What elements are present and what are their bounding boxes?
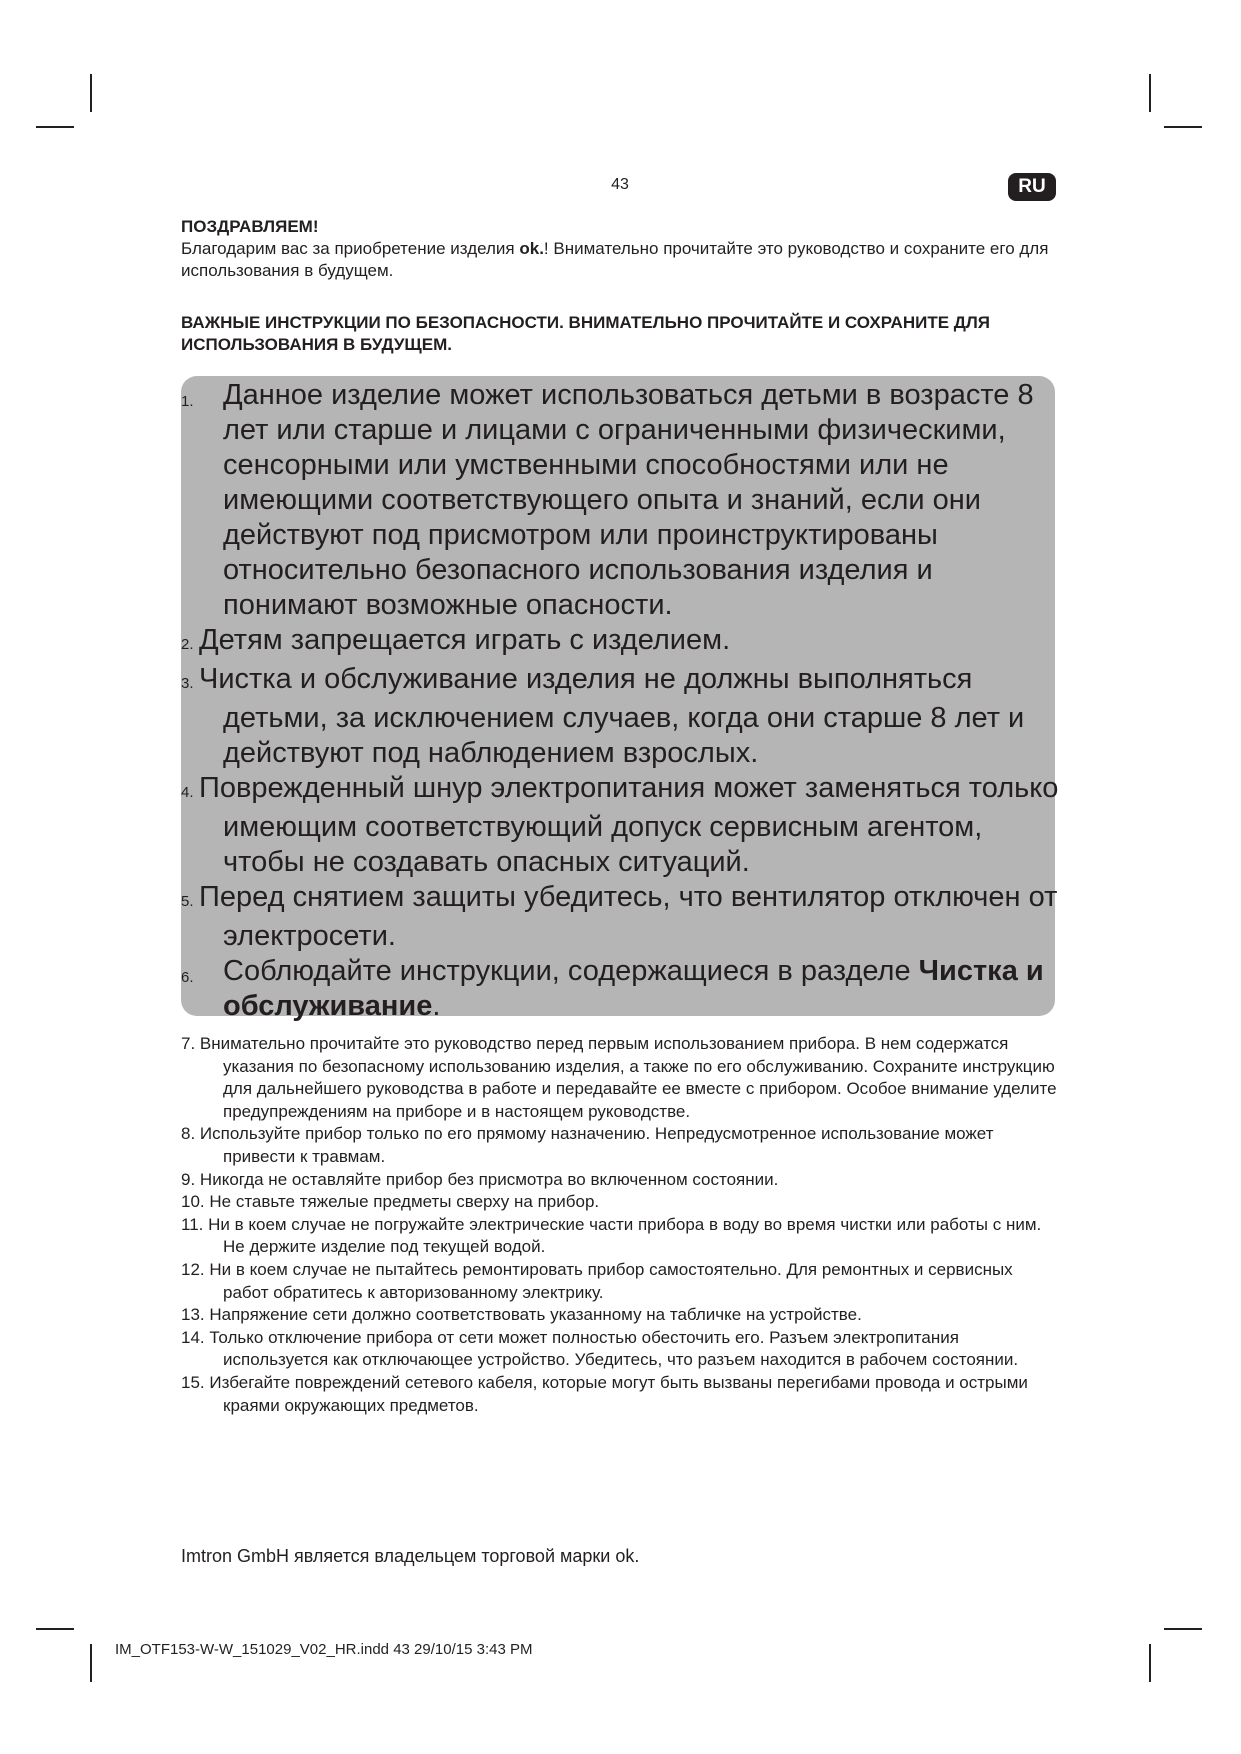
crop-mark [1149,74,1151,112]
file-info: IM_OTF153-W-W_151029_V02_HR.indd 43 29/10/15 3:43 PM [115,1641,533,1658]
item-number: 3. [181,675,194,692]
item-number: 4. [181,784,194,801]
warning-item [181,662,1061,771]
instruction-item [181,1123,1061,1168]
item-number: 5. [181,893,194,910]
item-number: 12. [181,1259,205,1279]
intro-text-start: Благодарим вас за приобретение изделия [181,239,520,258]
instruction-list [181,1033,1061,1417]
item-number: 7. [181,1034,196,1053]
instruction-item [181,1191,1061,1214]
item-text: Не ставьте тяжелые предметы сверху на прибор. [209,1192,600,1212]
warning-item [181,378,1061,623]
crop-mark [1149,1644,1151,1682]
crop-mark [36,126,74,128]
crop-mark [90,1644,92,1682]
trademark-note: Imtron GmbH является владельцем торговой марки ok. [181,1546,640,1566]
item-text: Чистка и обслуживание изделия не должны выполняться детьми, за исключением случаев, когда они старше 8 лет и действуют под наблюдением взрослых. [199,663,1025,769]
item-text: Поврежденный шнур электропитания может заменяться только имеющим соответствующий допуск сервисным агентом, чтобы не создавать опасных ситуаций. [199,772,1059,878]
item-number: 13. [181,1305,205,1325]
item-number: 14. [181,1327,205,1347]
intro-heading: ПОЗДРАВЛЯЕМ! [181,217,319,236]
item-number: 1. [181,393,194,410]
warning-item [181,771,1061,880]
item-number: 10. [181,1192,205,1212]
item-text: Избегайте повреждений сетевого кабеля, которые могут быть вызваны перегибами провода и острыми краями окружающих предметов. [209,1372,1028,1415]
item-text: Перед снятием защиты убедитесь, что вентилятор отключен от электросети. [199,881,1058,952]
item-text: Никогда не оставляйте прибор без присмотра во включенном состоянии. [199,1169,779,1189]
instruction-item [181,1327,1061,1372]
item-text-start: Соблюдайте инструкции, содержащиеся в разделе [223,955,919,987]
instruction-item [181,1304,1061,1327]
item-text-end: . [432,990,441,1022]
intro-text [181,238,1061,282]
item-text: Данное изделие может использоваться детьми в возрасте 8 лет или старше и лицами с ограниченными физическими, сенсорными или умственными способностями или не имеющими соответствующего опыта и знаний, если они действуют под присмотром или проинструктированы относительно безопасного использования изделия и понимают возможные опасности. [223,379,1034,621]
page-number: 43 [611,176,629,193]
item-number: 9. [181,1169,196,1189]
item-text: Внимательно прочитайте это руководство перед первым использованием прибора. В нем содержатся указания по безопасному использованию изделия, а также по его обслуживанию. Сохраните инструкцию для дальнейшего руководства в работе и передавайте ее вместе с прибором. Особое внимание уделите предупреждениям на приборе и в настоящем руководстве. [199,1034,1057,1121]
instruction-item [181,1214,1061,1259]
warning-list [181,378,1061,1024]
item-text: Используйте прибор только по его прямому назначению. Непредусмотренное использование может привести к травмам. [199,1124,994,1166]
item-text: Ни в коем случае не пытайтесь ремонтировать прибор самостоятельно. Для ремонтных и сервисных работ обратитесь к авторизованному электрику. [209,1259,1013,1302]
crop-mark [90,74,92,112]
item-text [181,954,1061,1024]
safety-heading: ВАЖНЫЕ ИНСТРУКЦИИ ПО БЕЗОПАСНОСТИ. ВНИМАТЕЛЬНО ПРОЧИТАЙТЕ И СОХРАНИТЕ ДЛЯ ИСПОЛЬЗОВАНИЯ В БУДУЩЕМ. [181,313,991,354]
warning-item [181,623,1061,662]
crop-mark [1164,126,1202,128]
instruction-item [181,1169,1061,1192]
instruction-item [181,1259,1061,1304]
warning-item [181,954,1061,1024]
crop-mark [1164,1628,1202,1630]
item-number: 8. [181,1124,196,1144]
item-text: Детям запрещается играть с изделием. [199,624,731,656]
section-reference: Чистка и обслуживание [223,955,1044,1022]
intro-section [181,216,1061,282]
item-text: Ни в коем случае не погружайте электрические части прибора в воду во время чистки или работы с ним. Не держите изделие под текущей водой. [208,1214,1042,1257]
item-number: 15. [181,1372,205,1392]
item-number: 11. [181,1214,204,1234]
warning-item [181,880,1061,954]
intro-text-end: ! Внимательно прочитайте это руководство и сохраните его для использования в будущем. [181,239,1049,280]
brand-name: ok. [519,239,544,258]
item-number: 2. [181,636,194,653]
item-text: Напряжение сети должно соответствовать указанному на табличке на устройстве. [209,1305,862,1325]
language-badge: RU [1008,173,1056,201]
item-text: Только отключение прибора от сети может полностью обесточить его. Разъем электропитания используется как отключающее устройство. Убедитесь, что разъем находится в рабочем состоянии. [209,1327,1019,1370]
instruction-item [181,1033,1061,1123]
instruction-item [181,1372,1061,1417]
crop-mark [36,1628,74,1630]
item-number: 6. [181,969,194,986]
